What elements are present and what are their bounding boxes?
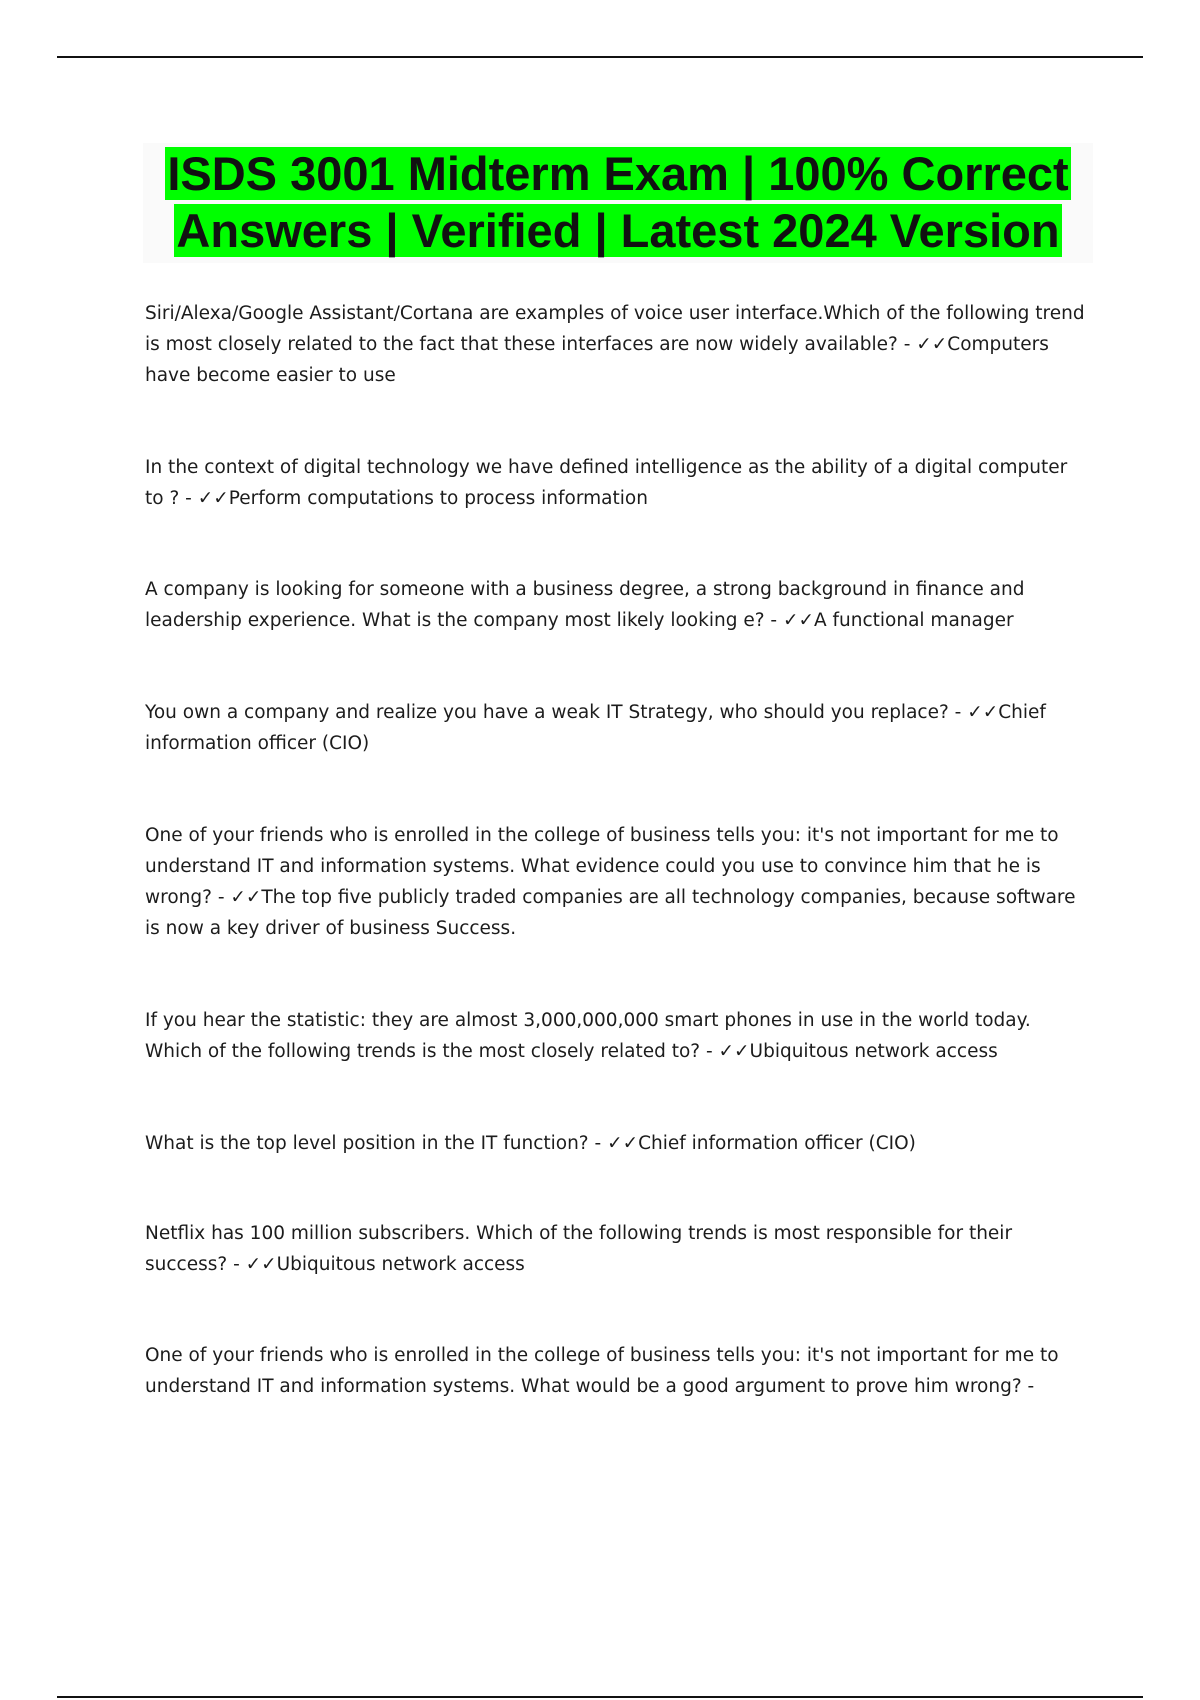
- qa-item-3: A company is looking for someone with a business degree, a strong background in finance and leadership experience. What is the company most likely looking e? - ✓✓A functional manager: [145, 579, 1025, 631]
- qa-item-6: If you hear the statistic: they are almost 3,000,000,000 smart phones in use in the world today. Which of the following trends is the most closely related to? - ✓✓Ubiquitous network access: [145, 1010, 1031, 1062]
- qa-item-9: One of your friends who is enrolled in the college of business tells you: it's not important for me to understand IT and information systems. What would be a good argument to prove him wrong? -: [145, 1345, 1059, 1397]
- qa-item-1: Siri/Alexa/Google Assistant/Cortana are examples of voice user interface.Which of the following trend is most closely related to the fact that these interfaces are now widely available? - ✓✓Computers have become easier to use: [145, 303, 1085, 386]
- title-line-1: ISDS 3001 Midterm Exam | 100% Correct: [167, 147, 1069, 200]
- footer-rule: [57, 1696, 1143, 1698]
- qa-list: [145, 298, 1085, 1402]
- qa-item-2: In the context of digital technology we have defined intelligence as the ability of a digital computer to ? - ✓✓Perform computations to process information: [145, 457, 1068, 509]
- qa-item-4: You own a company and realize you have a weak IT Strategy, who should you replace? - ✓✓Chief information officer (CIO): [145, 702, 1046, 754]
- title-line-2: Answers | Verified | Latest 2024 Version: [176, 204, 1060, 257]
- qa-item-7: What is the top level position in the IT function? - ✓✓Chief information officer (CIO): [145, 1133, 916, 1154]
- qa-item-5: One of your friends who is enrolled in the college of business tells you: it's not important for me to understand IT and information systems. What evidence could you use to convince him that he is wrong? - ✓✓The top five publicly traded companies are all technology companies, because software is now a key driver of business Success.: [145, 825, 1076, 939]
- header-rule: [57, 56, 1143, 58]
- qa-item-8: Netflix has 100 million subscribers. Which of the following trends is most responsible for their success? - ✓✓Ubiquitous network access: [145, 1223, 1013, 1275]
- document-title: [143, 143, 1093, 263]
